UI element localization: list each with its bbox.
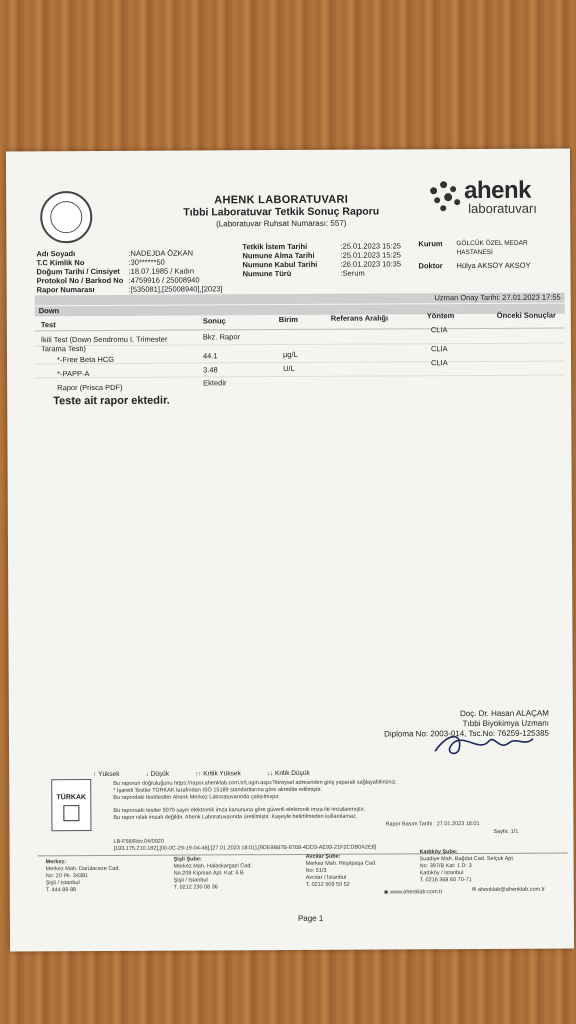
report-title: Tıbbi Laboratuvar Tetkik Sonuç Raporu xyxy=(183,205,380,219)
legend-high: ↑ Yüksek xyxy=(93,770,120,779)
double-arrow-up-icon: ↑↑ xyxy=(194,770,202,778)
flag-legend xyxy=(93,770,310,778)
col-result: Sonuç xyxy=(202,316,226,326)
ministry-seal-icon xyxy=(40,191,92,243)
protocol-value: 4759916 / 25008940 xyxy=(130,275,200,285)
accreditation-notice: * İşaretli Testler TÜRKAK tarafından ISO 15189 standartlarına göre akredite edilmiştir. xyxy=(113,786,322,794)
mail-icon: ✉ xyxy=(471,887,477,894)
protocol-label: Protokol No / Barkod No xyxy=(36,275,124,286)
legend-crit-low: ↓↓ Kritik Düşük xyxy=(266,769,310,778)
col-previous: Önceki Sonuçlar xyxy=(496,310,556,320)
report-note: Teste ait rapor ektedir. xyxy=(53,394,170,408)
stamp-notice: Bu rapor ıslak imzalı değildir. Ahenk Laboratuvarında üretilmiştir. Kaşeyle belirtilmeden kullanılamaz. xyxy=(113,813,358,821)
accept-date: 26.01.2023 10:35 xyxy=(342,259,402,269)
turkak-badge xyxy=(51,779,91,831)
branch-kadikoy: Kadıköy Şube: Suadiye Mah. Bağdat Cad. Selçuk Apt. No: 397/B Kat: 1 D: 3 Kadıköy / İstanbul T. 0216 368 60 70-71 xyxy=(419,849,515,884)
globe-icon: ◉ xyxy=(383,889,389,896)
checkmark-icon xyxy=(63,805,79,821)
sample-date-label: Numune Alma Tarihi xyxy=(242,250,315,261)
row-3-unit: U/L xyxy=(283,363,295,374)
report-sheet xyxy=(6,149,574,952)
row-2-method: CLIA xyxy=(430,344,448,354)
doktor-value: Hülya AKSOY AKSOY xyxy=(456,260,531,271)
verify-notice: Bu raporun doğruluğunu https://rapor.ahenklab.com.tr/Login.aspx?ibreysel adresinden giriş yaparak sağlayabilirsiniz. xyxy=(113,779,397,787)
kurum-label: Kurum xyxy=(418,239,443,249)
row-2-result: 44.1 xyxy=(202,351,218,361)
tc-number: 30******50 xyxy=(130,257,165,267)
approval-date: Uzman Onay Tarihi: 27.01.2023 17:55 xyxy=(434,292,561,303)
branch-avcilar: Avcılar Şube: Merkez Mah. Reşitpaşa Cad. No: 51/3 Avcılar / İstanbul T. 0212 509 50 52 xyxy=(305,853,377,888)
row-3-method: CLIA xyxy=(430,358,448,368)
lab-name: AHENK LABORATUVARI xyxy=(214,193,349,207)
report-no-label: Rapor Numarası xyxy=(36,285,95,295)
name-label: Adı Soyadı xyxy=(36,249,76,259)
report-header xyxy=(146,193,416,228)
row-1-result: Bkz. Rapor xyxy=(202,332,241,342)
row-1-test: İkili Test (Down Sendromu I. Trimester Tarama Testi) xyxy=(40,334,168,354)
request-date: 25.01.2023 15:25 xyxy=(342,241,401,251)
dob-value: 18.07.1985 / Kadın xyxy=(130,266,195,276)
logo-subtext: laboratuvarı xyxy=(468,200,537,217)
report-hash: [193.175.210.182],[00-0C-29-19-04-46],[27.01.2023 18:01],[9DE9B87B-8768-4DD3-AE99-21F2CDB0A2E8] xyxy=(113,844,377,852)
row-4-test: Rapor (Prisca PDF) xyxy=(57,382,123,393)
email-link[interactable]: ✉ ahenklab@ahenklab.com.tr xyxy=(471,886,545,894)
institution-info xyxy=(418,239,564,271)
page-label: Page 1 xyxy=(297,913,324,923)
row-divider xyxy=(35,375,565,379)
dob-label: Doğum Tarihi / Cinsiyet xyxy=(36,266,120,277)
section-title: Down xyxy=(38,306,60,316)
website-link[interactable]: ◉ www.ahenklab.com.tr xyxy=(383,889,443,896)
col-test: Test xyxy=(40,320,56,330)
doktor-label: Doktor xyxy=(418,261,443,271)
row-4-result: Ektedir xyxy=(203,378,227,388)
row-2-unit: µg/L xyxy=(282,349,298,360)
arrow-up-icon: ↑ xyxy=(93,771,97,779)
header-divider xyxy=(35,328,565,332)
page-count: Sayfa: 1/1 xyxy=(493,828,519,835)
lab-notice: Bu rapordaki test/testler Ahenk Merkez Laboratuvarında çalışılmıştır. xyxy=(113,794,280,801)
tc-label: T.C Kimlik No xyxy=(36,258,85,268)
request-date-label: Tetkik İstem Tarihi xyxy=(242,241,308,252)
col-reference: Referans Aralığı xyxy=(330,313,389,323)
row-1-method: CLIA xyxy=(430,325,448,335)
col-method: Yöntem xyxy=(426,311,455,321)
sample-type-label: Numune Türü xyxy=(242,268,292,279)
row-divider xyxy=(35,361,565,365)
legend-low: ↓ Düşük xyxy=(145,770,169,778)
permit-number: (Laboratuvar Ruhsat Numarası: 557) xyxy=(216,218,347,229)
col-unit: Birim xyxy=(278,314,298,325)
accept-date-label: Numune Kabul Tarihi xyxy=(242,259,318,270)
arrow-down-icon: ↓ xyxy=(145,770,149,778)
seal-inner-ring xyxy=(50,201,82,233)
branch-merkez: Merkez: Merkez Mah. Darülaceze Cad. No: 20 Pk. 34381 Şişli / İstanbul T. 444 89 88 xyxy=(45,859,120,894)
double-arrow-down-icon: ↓↓ xyxy=(266,770,274,778)
signer-diploma: Diploma No: 2003-014, Tsc.No: 76259-125385 xyxy=(384,728,549,739)
signer-name: Doç. Dr. Hasan ALAÇAM xyxy=(459,708,549,719)
esign-notice: Bu raporuaki testler 5070 sayılı elektronik imza kanununa göre güvenli elektronik imza ile imzalanmıştır. xyxy=(113,806,366,814)
branch-sisli: Şişli Şube: Merkez Mah. Halaskargazi Cad. No:209 Kipman Apt. Kat: 6 B Şişli / İstanbul T. 0212 230 08 36 xyxy=(173,856,252,891)
row-3-result: 3.48 xyxy=(203,365,218,375)
form-code: LB-F56/Rev.04/0920 xyxy=(113,838,164,845)
section-bar xyxy=(35,304,565,317)
row-3-test: *-PAPP-A xyxy=(57,369,90,379)
patient-name: NADEJDA ÖZKAN xyxy=(130,248,194,258)
sample-type: Serum xyxy=(342,268,365,278)
row-2-test: *-Free Beta HCG xyxy=(56,354,115,365)
legend-crit-high: ↑↑ Kritik Yüksek xyxy=(194,770,241,778)
logo-text: ahenk xyxy=(464,176,532,205)
patient-info: Adı Soyadı : NADEJDA ÖZKAN T.C Kimlik No : 30******50 Doğum Tarihi / Cinsiyet : 18.07.1985 / Kadın Protokol No / Barkod No : 4759916 / 25008940 Rapor Numarası : [535081],[25008940],[2023] xyxy=(36,248,223,295)
kurum-value: GÖLCÜK ÖZEL MEDAR HASTANESİ xyxy=(456,239,528,257)
sample-date: 25.01.2023 15:25 xyxy=(342,250,401,260)
sample-dates: Tetkik İstem Tarihi : 25.01.2023 15:25 Numune Alma Tarihi : 25.01.2023 15:25 Numune Kabul Tarihi : 26.01.2023 10:35 Numune Türü : Serum xyxy=(242,241,402,279)
notices-block xyxy=(113,779,533,822)
report-no-value: [535081],[25008940],[2023] xyxy=(130,284,223,294)
print-date: Rapor Basım Tarihi : 27.01.2023 18:01 xyxy=(385,821,480,828)
signer-title: Tıbbi Biyokimya Uzmanı xyxy=(462,718,549,729)
turkak-label: TÜRKAK xyxy=(56,794,87,802)
handwritten-signature-icon xyxy=(429,727,539,760)
